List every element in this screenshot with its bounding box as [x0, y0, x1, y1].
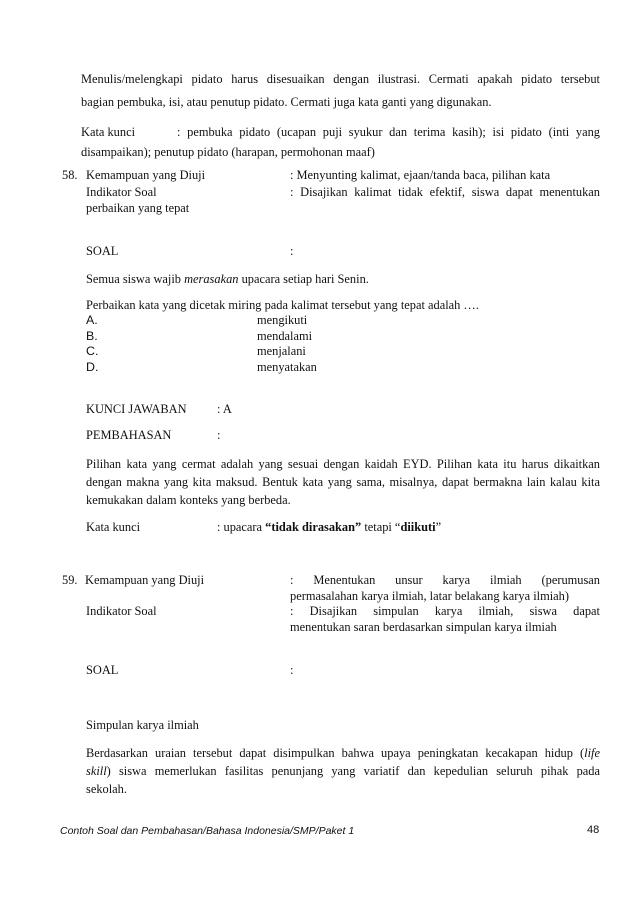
option-text-d: menyatakan — [257, 360, 317, 374]
q58-italic-word: merasakan — [184, 272, 239, 286]
q59-kemampuan-value: : Menentukan unsur karya ilmiah (perumusan — [290, 573, 600, 587]
q59-paragraph-line-1: Berdasarkan uraian tersebut dapat disimpulkan bahwa upaya peningkatan kecakapan hidup (life — [86, 746, 600, 760]
q58-pembahasan-line-1: Pilihan kata yang cermat adalah yang sesuai dengan kaidah EYD. Pilihan kata itu harus dikaitkan — [86, 457, 600, 471]
q58-pembahasan-colon: : — [217, 428, 221, 442]
q58-indikator-label-cont: perbaikan yang tepat — [86, 201, 190, 215]
q58-kemampuan-label: Kemampuan yang Diuji — [86, 168, 206, 182]
intro-keyword-line-2: disampaikan); penutup pidato (harapan, permohonan maaf) — [81, 145, 375, 159]
q59-subheading: Simpulan karya ilmiah — [86, 718, 199, 732]
q58-indikator-value: : Disajikan kalimat tidak efektif, siswa dapat menentukan — [290, 185, 600, 199]
q59-number: 59. — [62, 573, 78, 587]
q58-soal-colon: : — [290, 244, 294, 258]
footer-text: Contoh Soal dan Pembahasan/Bahasa Indonesia/SMP/Paket 1 — [60, 825, 355, 837]
intro-keyword-label: Kata kunci — [81, 125, 136, 139]
q58-soal-label: SOAL — [86, 244, 119, 258]
q59-paragraph-line-3: sekolah. — [86, 782, 127, 796]
q58-kunci-value: : A — [217, 402, 232, 416]
q58-question: Perbaikan kata yang dicetak miring pada kalimat tersebut yang tepat adalah …. — [86, 298, 479, 312]
option-letter-b: B. — [86, 329, 98, 343]
q58-pembahasan-line-2: dengan makna yang kita maksud. Bentuk kata yang sama, misalnya, dapat bermakna lain kalau kita — [86, 475, 600, 489]
option-text-c: menjalani — [257, 344, 306, 358]
q58-indikator-label: Indikator Soal — [86, 185, 157, 199]
q58-sentence: Semua siswa wajib merasakan upacara setiap hari Senin. — [86, 272, 369, 286]
option-letter-c: C. — [86, 344, 99, 358]
page-number: 48 — [587, 824, 600, 836]
q58-keyword-label: Kata kunci — [86, 520, 141, 534]
q59-paragraph-line-2: skill) siswa memerlukan fasilitas penunjang yang variatif dan kepedulian seluruh pihak pada — [86, 764, 600, 778]
option-letter-d: D. — [86, 360, 99, 374]
q59-indikator-value: : Disajikan simpulan karya ilmiah, siswa dapat — [290, 604, 600, 618]
q58-pembahasan-label: PEMBAHASAN — [86, 428, 172, 442]
q58-keyword-value: : upacara “tidak dirasakan” tetapi “diikuti” — [217, 520, 442, 534]
option-text-a: mengikuti — [257, 313, 308, 327]
option-text-b: mendalami — [257, 329, 313, 343]
q59-kemampuan-value-cont: permasalahan karya ilmiah, latar belakang karya ilmiah) — [290, 589, 570, 603]
q59-kemampuan-label: Kemampuan yang Diuji — [85, 573, 205, 587]
q59-indikator-label: Indikator Soal — [86, 604, 157, 618]
q58-pembahasan-line-3: kemukakan dalam konteks yang berbeda. — [86, 493, 291, 507]
q59-indikator-value-cont: menentukan saran berdasarkan simpulan karya ilmiah — [290, 620, 557, 634]
q59-soal-label: SOAL — [86, 663, 119, 677]
q58-number: 58. — [62, 168, 78, 182]
q58-kunci-label: KUNCI JAWABAN — [86, 402, 187, 416]
option-letter-a: A. — [86, 313, 98, 327]
intro-keyword-line-1: : pembuka pidato (ucapan puji syukur dan terima kasih); isi pidato (inti yang — [177, 125, 600, 139]
intro-line-1: Menulis/melengkapi pidato harus disesuaikan dengan ilustrasi. Cermati apakah pidato tersebut — [81, 72, 600, 86]
q59-soal-colon: : — [290, 663, 294, 677]
intro-line-2: bagian pembuka, isi, atau penutup pidato. Cermati juga kata ganti yang digunakan. — [81, 95, 492, 109]
q58-kemampuan-value: : Menyunting kalimat, ejaan/tanda baca, pilihan kata — [290, 168, 551, 182]
